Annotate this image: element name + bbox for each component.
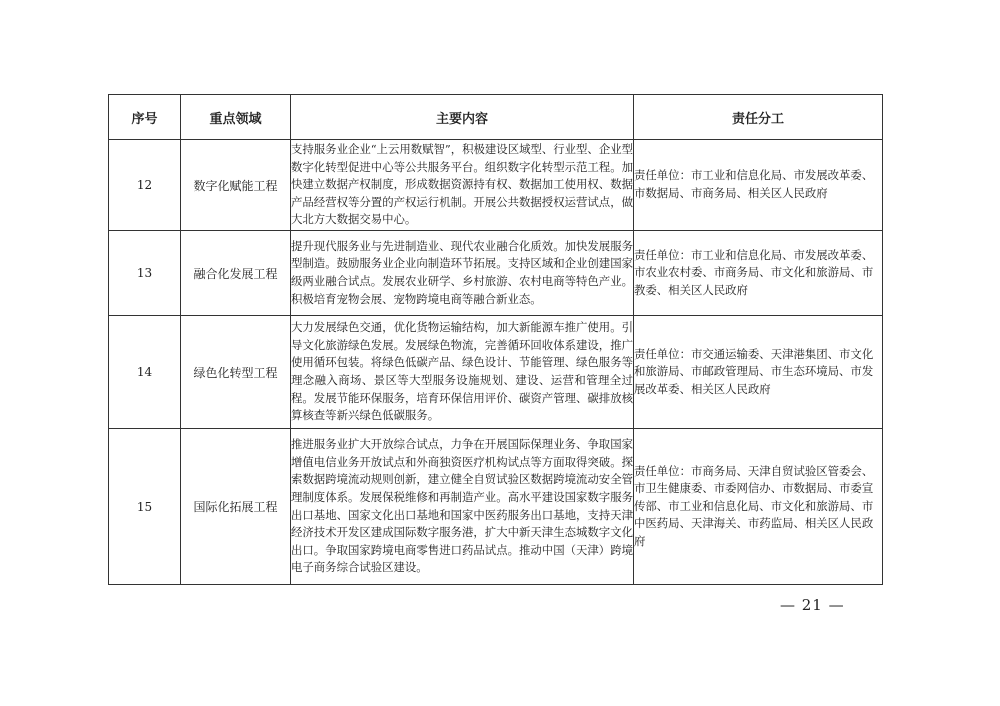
- row-content: 支持服务业企业“上云用数赋智”，积极建设区域型、行业型、企业型数字化转型促进中心等公共服务平台。组织数字化转型示范工程。加快建立数据产权制度，形成数据资源持有权、数据加工使用权、数据产品经营权等分置的产权运行机制。开展公共数据授权运营试点，做大北方大数据交易中心。: [291, 140, 634, 231]
- header-area: 重点领域: [181, 95, 291, 140]
- row-duty: 责任单位：市工业和信息化局、市发展改革委、市数据局、市商务局、相关区人民政府: [634, 140, 883, 231]
- row-area: 数字化赋能工程: [181, 140, 291, 231]
- row-area: 融合化发展工程: [181, 231, 291, 316]
- row-content: 推进服务业扩大开放综合试点，力争在开展国际保理业务、争取国家增值电信业务开放试点和外商独资医疗机构试点等方面取得突破。探索数据跨境流动规则创新，建立健全自贸试验区数据跨境流动安全管理制度体系。发展保税维修和再制造产业。高水平建设国家数字服务出口基地、国家文化出口基地和国家中医药服务出口基地，支持天津经济技术开发区建成国际数字服务港，扩大中新天津生态城数字文化出口。争取国家跨境电商零售进口药品试点。推动中国（天津）跨境电子商务综合试验区建设。: [291, 429, 634, 585]
- header-number: 序号: [109, 95, 181, 140]
- table-header-row: [109, 95, 883, 140]
- row-content: 提升现代服务业与先进制造业、现代农业融合化质效。加快发展服务型制造。鼓励服务业企业向制造环节拓展。支持区域和企业创建国家级两业融合试点。发展农业研学、乡村旅游、农村电商等特色产业。积极培育宠物会展、宠物跨境电商等融合新业态。: [291, 231, 634, 316]
- row-area: 国际化拓展工程: [181, 429, 291, 585]
- row-content: 大力发展绿色交通，优化货物运输结构，加大新能源车推广使用。引导文化旅游绿色发展。发展绿色物流，完善循环回收体系建设，推广使用循环包装。将绿色低碳产品、绿色设计、节能管理、绿色服务等理念融入商场、景区等大型服务设施规划、建设、运营和管理全过程。发展节能环保服务，培育环保信用评价、碳资产管理、碳排放核算核查等新兴绿色低碳服务。: [291, 316, 634, 429]
- header-content: 主要内容: [291, 95, 634, 140]
- header-duty: 责任分工: [634, 95, 883, 140]
- page-number: — 21 —: [780, 596, 845, 614]
- table-row: [109, 429, 883, 585]
- table-row: [109, 316, 883, 429]
- table-row: [109, 231, 883, 316]
- row-number: 15: [109, 429, 181, 585]
- row-number: 13: [109, 231, 181, 316]
- responsibility-table: [108, 94, 883, 585]
- table-row: [109, 140, 883, 231]
- row-duty: 责任单位：市工业和信息化局、市发展改革委、市农业农村委、市商务局、市文化和旅游局、市教委、相关区人民政府: [634, 231, 883, 316]
- row-duty: 责任单位：市商务局、天津自贸试验区管委会、市卫生健康委、市委网信办、市数据局、市委宣传部、市工业和信息化局、市文化和旅游局、市中医药局、天津海关、市药监局、相关区人民政府: [634, 429, 883, 585]
- row-area: 绿色化转型工程: [181, 316, 291, 429]
- row-number: 14: [109, 316, 181, 429]
- row-duty: 责任单位：市交通运输委、天津港集团、市文化和旅游局、市邮政管理局、市生态环境局、市发展改革委、相关区人民政府: [634, 316, 883, 429]
- row-number: 12: [109, 140, 181, 231]
